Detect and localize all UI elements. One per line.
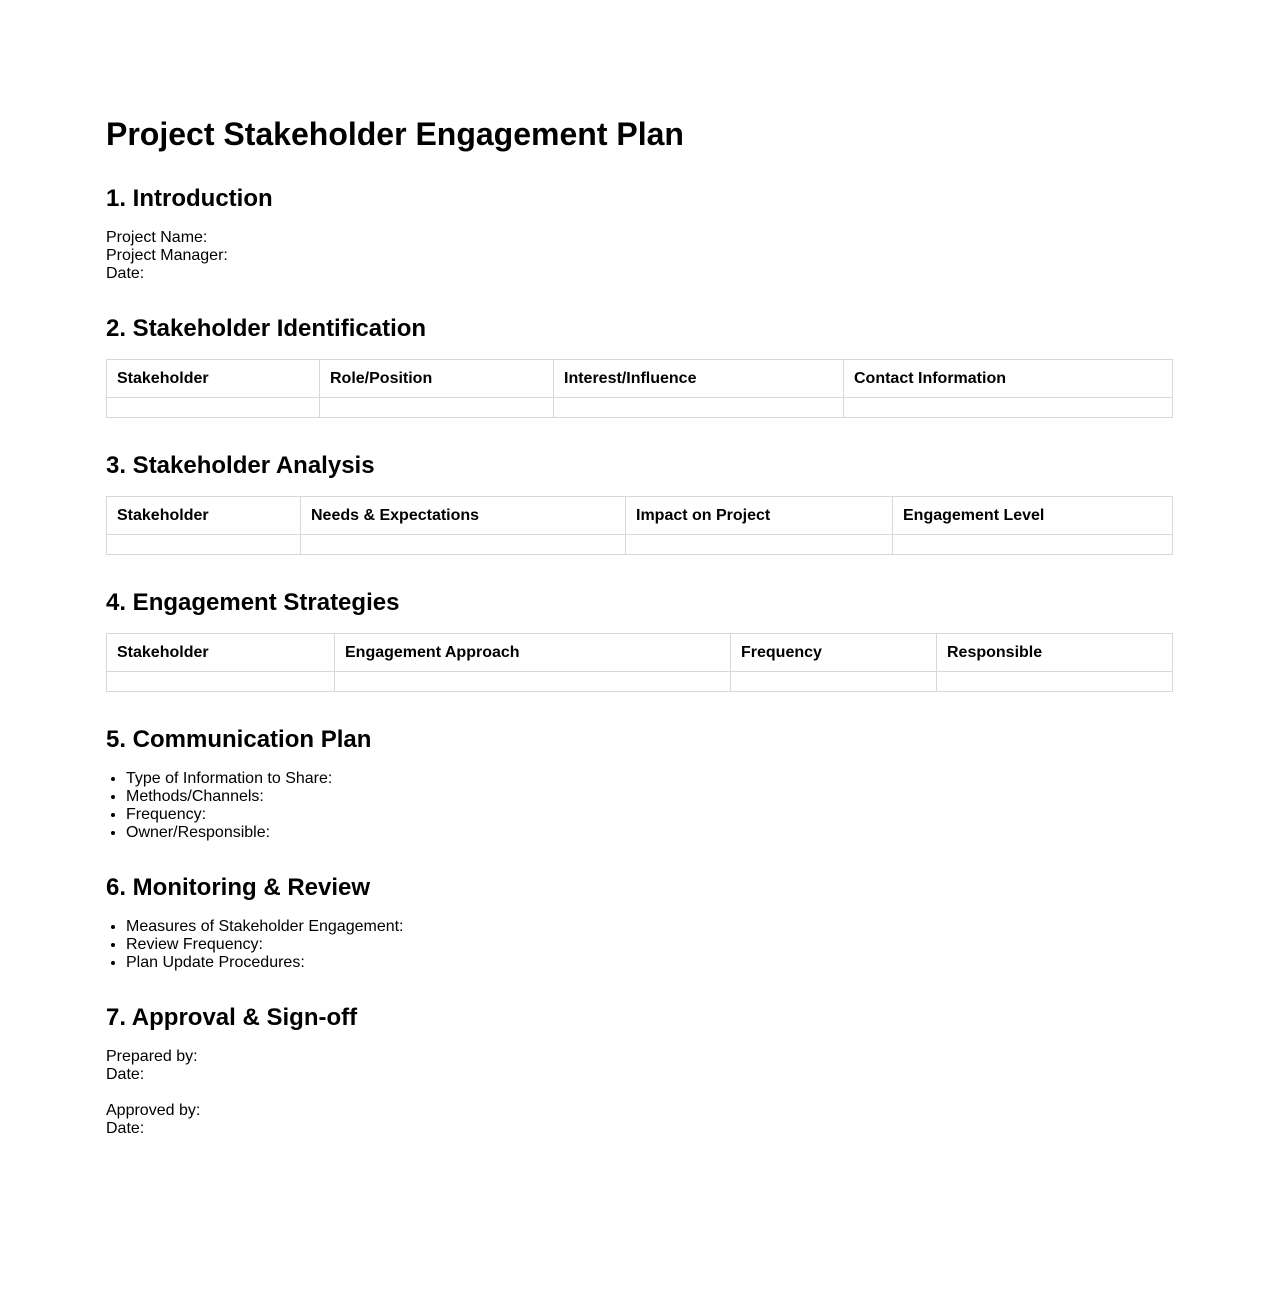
- section-heading-monitoring: 6. Monitoring & Review: [106, 874, 371, 901]
- field-prepared-by: Prepared by:: [106, 1048, 198, 1065]
- list-item: • Frequency:: [126, 806, 332, 824]
- table-cell[interactable]: [107, 398, 320, 418]
- table-cell[interactable]: [893, 535, 1173, 555]
- monitoring-list: [106, 918, 404, 972]
- table-cell[interactable]: [731, 672, 937, 692]
- section-heading-strategies: 4. Engagement Strategies: [106, 589, 400, 616]
- column-header: Role/Position: [320, 360, 554, 398]
- approved-fields: [106, 1102, 200, 1138]
- column-header: Contact Information: [844, 360, 1173, 398]
- column-header: Impact on Project: [626, 497, 893, 535]
- prepared-fields: [106, 1048, 198, 1084]
- column-header: Needs & Expectations: [301, 497, 626, 535]
- table-cell[interactable]: [937, 672, 1173, 692]
- section-heading-approval: 7. Approval & Sign-off: [106, 1004, 358, 1031]
- table-row: [107, 672, 1173, 692]
- table-cell[interactable]: [107, 672, 335, 692]
- field-approved-date: Date:: [106, 1120, 145, 1137]
- table-cell[interactable]: [844, 398, 1173, 418]
- table-cell[interactable]: [320, 398, 554, 418]
- field-prepared-date: Date:: [106, 1066, 145, 1083]
- table-row: [107, 398, 1173, 418]
- column-header: Stakeholder: [107, 497, 301, 535]
- table-row: [107, 535, 1173, 555]
- table-cell[interactable]: [626, 535, 893, 555]
- introduction-fields: [106, 229, 228, 283]
- list-item: • Measures of Stakeholder Engagement:: [126, 918, 404, 936]
- table-cell[interactable]: [107, 535, 301, 555]
- list-item: • Owner/Responsible:: [126, 824, 332, 842]
- document-title: Project Stakeholder Engagement Plan: [106, 116, 684, 152]
- column-header: Engagement Level: [893, 497, 1173, 535]
- field-project-manager: Project Manager:: [106, 247, 228, 264]
- list-item: • Plan Update Procedures:: [126, 954, 404, 972]
- field-approved-by: Approved by:: [106, 1102, 201, 1119]
- strategies-table: [106, 633, 1173, 692]
- table-cell[interactable]: [335, 672, 731, 692]
- field-date: Date:: [106, 265, 145, 282]
- analysis-table: [106, 496, 1173, 555]
- column-header: Engagement Approach: [335, 634, 731, 672]
- field-project-name: Project Name:: [106, 229, 208, 246]
- table-cell[interactable]: [554, 398, 844, 418]
- list-item: • Review Frequency:: [126, 936, 404, 954]
- table-header-row: [107, 634, 1173, 672]
- list-item: • Methods/Channels:: [126, 788, 332, 806]
- table-header-row: [107, 360, 1173, 398]
- column-header: Responsible: [937, 634, 1173, 672]
- communication-list: [106, 770, 332, 842]
- identification-table: [106, 359, 1173, 418]
- column-header: Stakeholder: [107, 360, 320, 398]
- list-item: • Type of Information to Share:: [126, 770, 332, 788]
- section-heading-introduction: 1. Introduction: [106, 185, 273, 212]
- table-header-row: [107, 497, 1173, 535]
- section-heading-communication: 5. Communication Plan: [106, 726, 372, 753]
- column-header: Stakeholder: [107, 634, 335, 672]
- section-heading-identification: 2. Stakeholder Identification: [106, 315, 427, 342]
- column-header: Interest/Influence: [554, 360, 844, 398]
- column-header: Frequency: [731, 634, 937, 672]
- table-cell[interactable]: [301, 535, 626, 555]
- section-heading-analysis: 3. Stakeholder Analysis: [106, 452, 375, 479]
